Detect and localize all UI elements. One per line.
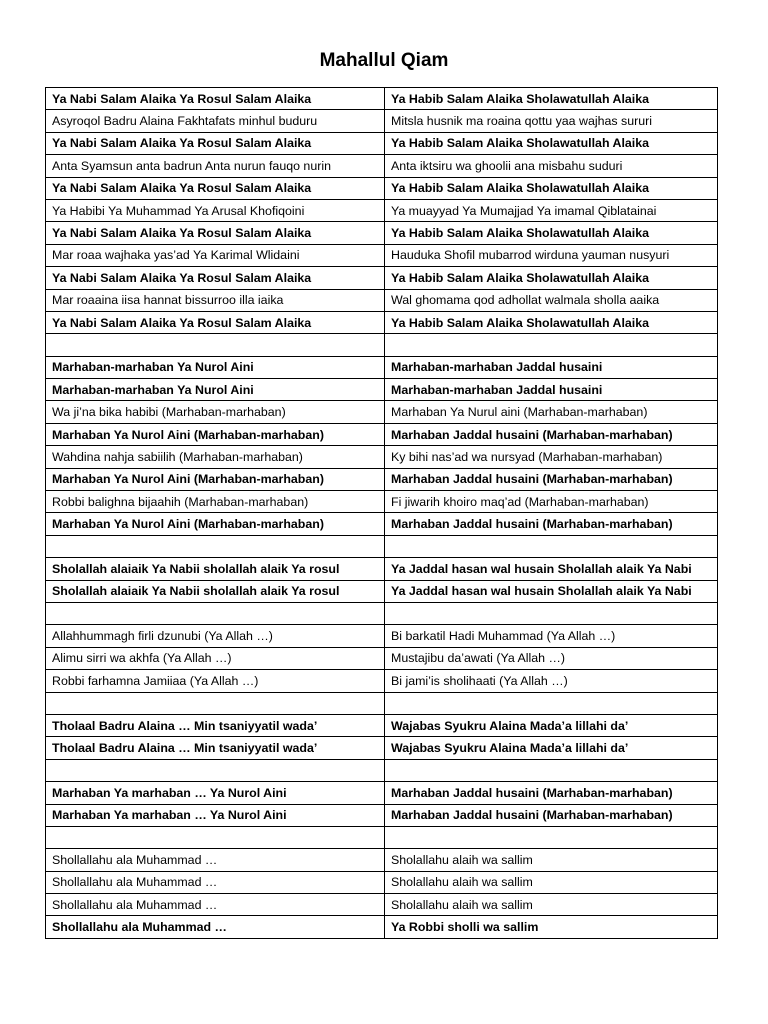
- lyrics-row: [46, 446, 718, 468]
- lyrics-cell-right: Marhaban Jaddal husaini (Marhaban-marhaban): [385, 513, 718, 535]
- lyrics-cell-left: Ya Nabi Salam Alaika Ya Rosul Salam Alaika: [46, 177, 385, 199]
- lyrics-cell-right: [385, 535, 718, 557]
- lyrics-cell-left: [46, 334, 385, 356]
- lyrics-cell-right: Ya Habib Salam Alaika Sholawatullah Alaika: [385, 132, 718, 154]
- lyrics-row: [46, 468, 718, 490]
- spacer-row: [46, 826, 718, 848]
- lyrics-row: [46, 871, 718, 893]
- lyrics-row: [46, 916, 718, 938]
- lyrics-cell-right: Ya Habib Salam Alaika Sholawatullah Alaika: [385, 88, 718, 110]
- lyrics-cell-left: Mar roaaina iisa hannat bissurroo illa iaika: [46, 289, 385, 311]
- lyrics-cell-left: [46, 535, 385, 557]
- lyrics-cell-left: Shollallahu ala Muhammad …: [46, 849, 385, 871]
- lyrics-cell-right: Marhaban Jaddal husaini (Marhaban-marhaban): [385, 782, 718, 804]
- lyrics-cell-right: Marhaban Jaddal husaini (Marhaban-marhaban): [385, 468, 718, 490]
- lyrics-cell-left: Shollallahu ala Muhammad …: [46, 894, 385, 916]
- lyrics-cell-left: Anta Syamsun anta badrun Anta nurun fauqo nurin: [46, 155, 385, 177]
- lyrics-cell-right: [385, 692, 718, 714]
- lyrics-row: [46, 647, 718, 669]
- lyrics-row: [46, 222, 718, 244]
- lyrics-cell-right: Anta iktsiru wa ghoolii ana misbahu suduri: [385, 155, 718, 177]
- lyrics-cell-right: Sholallahu alaih wa sallim: [385, 894, 718, 916]
- lyrics-row: [46, 737, 718, 759]
- lyrics-row: [46, 311, 718, 333]
- lyrics-cell-right: Sholallahu alaih wa sallim: [385, 871, 718, 893]
- lyrics-cell-right: Ya Habib Salam Alaika Sholawatullah Alaika: [385, 222, 718, 244]
- page-title: Mahallul Qiam: [319, 50, 449, 71]
- lyrics-cell-right: Sholallahu alaih wa sallim: [385, 849, 718, 871]
- lyrics-cell-right: Ya Robbi sholli wa sallim: [385, 916, 718, 938]
- lyrics-cell-left: Alimu sirri wa akhfa (Ya Allah …): [46, 647, 385, 669]
- lyrics-cell-left: Marhaban Ya marhaban … Ya Nurol Aini: [46, 804, 385, 826]
- lyrics-row: [46, 199, 718, 221]
- lyrics-row: [46, 804, 718, 826]
- lyrics-cell-right: Marhaban Ya Nurul aini (Marhaban-marhaban): [385, 401, 718, 423]
- lyrics-cell-right: Wajabas Syukru Alaina Mada’a lillahi da’: [385, 737, 718, 759]
- lyrics-row: [46, 491, 718, 513]
- lyrics-cell-left: Ya Nabi Salam Alaika Ya Rosul Salam Alaika: [46, 311, 385, 333]
- lyrics-cell-left: Robbi balighna bijaahih (Marhaban-marhaban): [46, 491, 385, 513]
- lyrics-cell-right: Hauduka Shofil mubarrod wirduna yauman nusyuri: [385, 244, 718, 266]
- lyrics-cell-right: Marhaban-marhaban Jaddal husaini: [385, 379, 718, 401]
- lyrics-cell-left: [46, 602, 385, 624]
- lyrics-cell-left: Marhaban-marhaban Ya Nurol Aini: [46, 356, 385, 378]
- lyrics-cell-right: Ya muayyad Ya Mumajjad Ya imamal Qiblatainai: [385, 199, 718, 221]
- lyrics-cell-left: Wa ji’na bika habibi (Marhaban-marhaban): [46, 401, 385, 423]
- lyrics-cell-right: Ya Jaddal hasan wal husain Sholallah alaik Ya Nabi: [385, 558, 718, 580]
- lyrics-cell-left: Sholallah alaiaik Ya Nabii sholallah alaik Ya rosul: [46, 580, 385, 602]
- lyrics-cell-right: Wajabas Syukru Alaina Mada’a lillahi da’: [385, 714, 718, 736]
- lyrics-row: [46, 88, 718, 110]
- lyrics-cell-left: Asyroqol Badru Alaina Fakhtafats minhul buduru: [46, 110, 385, 132]
- spacer-row: [46, 334, 718, 356]
- lyrics-cell-left: Wahdina nahja sabiilih (Marhaban-marhaban): [46, 446, 385, 468]
- lyrics-row: [46, 670, 718, 692]
- lyrics-cell-left: Mar roaa wajhaka yas’ad Ya Karimal Wlidaini: [46, 244, 385, 266]
- lyrics-cell-right: Fi jiwarih khoiro maq’ad (Marhaban-marhaban): [385, 491, 718, 513]
- lyrics-cell-right: Ya Habib Salam Alaika Sholawatullah Alaika: [385, 267, 718, 289]
- lyrics-row: [46, 267, 718, 289]
- lyrics-table: [45, 87, 718, 939]
- lyrics-cell-left: Ya Nabi Salam Alaika Ya Rosul Salam Alaika: [46, 267, 385, 289]
- lyrics-cell-left: Ya Nabi Salam Alaika Ya Rosul Salam Alaika: [46, 222, 385, 244]
- lyrics-row: [46, 423, 718, 445]
- lyrics-cell-right: Bi barkatil Hadi Muhammad (Ya Allah …): [385, 625, 718, 647]
- lyrics-row: [46, 132, 718, 154]
- lyrics-cell-left: Shollallahu ala Muhammad …: [46, 871, 385, 893]
- lyrics-cell-left: Marhaban-marhaban Ya Nurol Aini: [46, 379, 385, 401]
- lyrics-cell-right: Ya Jaddal hasan wal husain Sholallah alaik Ya Nabi: [385, 580, 718, 602]
- lyrics-cell-left: Ya Habibi Ya Muhammad Ya Arusal Khofiqoini: [46, 199, 385, 221]
- lyrics-cell-left: Sholallah alaiaik Ya Nabii sholallah alaik Ya rosul: [46, 558, 385, 580]
- spacer-row: [46, 692, 718, 714]
- lyrics-row: [46, 155, 718, 177]
- lyrics-row: [46, 580, 718, 602]
- lyrics-row: [46, 244, 718, 266]
- lyrics-cell-left: Marhaban Ya Nurol Aini (Marhaban-marhaban): [46, 513, 385, 535]
- lyrics-cell-left: [46, 826, 385, 848]
- lyrics-cell-right: Ky bihi nas’ad wa nursyad (Marhaban-marhaban): [385, 446, 718, 468]
- lyrics-cell-right: Marhaban Jaddal husaini (Marhaban-marhaban): [385, 423, 718, 445]
- lyrics-row: [46, 379, 718, 401]
- spacer-row: [46, 602, 718, 624]
- lyrics-row: [46, 513, 718, 535]
- lyrics-cell-left: Marhaban Ya Nurol Aini (Marhaban-marhaban): [46, 423, 385, 445]
- lyrics-cell-left: Ya Nabi Salam Alaika Ya Rosul Salam Alaika: [46, 88, 385, 110]
- lyrics-cell-left: Allahhummagh firli dzunubi (Ya Allah …): [46, 625, 385, 647]
- lyrics-row: [46, 849, 718, 871]
- lyrics-cell-right: [385, 602, 718, 624]
- lyrics-cell-left: Marhaban Ya Nurol Aini (Marhaban-marhaban): [46, 468, 385, 490]
- lyrics-row: [46, 782, 718, 804]
- lyrics-cell-left: Robbi farhamna Jamiiaa (Ya Allah …): [46, 670, 385, 692]
- lyrics-table-body: [46, 88, 718, 939]
- lyrics-row: [46, 714, 718, 736]
- lyrics-cell-right: Marhaban Jaddal husaini (Marhaban-marhaban): [385, 804, 718, 826]
- lyrics-cell-right: [385, 826, 718, 848]
- lyrics-cell-right: Wal ghomama qod adhollat walmala sholla aaika: [385, 289, 718, 311]
- lyrics-row: [46, 356, 718, 378]
- lyrics-cell-right: Ya Habib Salam Alaika Sholawatullah Alaika: [385, 311, 718, 333]
- lyrics-cell-right: Bi jami’is sholihaati (Ya Allah …): [385, 670, 718, 692]
- lyrics-row: [46, 110, 718, 132]
- lyrics-cell-right: Mustajibu da’awati (Ya Allah …): [385, 647, 718, 669]
- lyrics-row: [46, 289, 718, 311]
- lyrics-cell-right: Ya Habib Salam Alaika Sholawatullah Alaika: [385, 177, 718, 199]
- lyrics-row: [46, 625, 718, 647]
- spacer-row: [46, 535, 718, 557]
- lyrics-cell-left: Tholaal Badru Alaina … Min tsaniyyatil wada’: [46, 714, 385, 736]
- lyrics-cell-left: Tholaal Badru Alaina … Min tsaniyyatil wada’: [46, 737, 385, 759]
- lyrics-cell-left: Ya Nabi Salam Alaika Ya Rosul Salam Alaika: [46, 132, 385, 154]
- spacer-row: [46, 759, 718, 781]
- lyrics-row: [46, 894, 718, 916]
- lyrics-row: [46, 177, 718, 199]
- lyrics-cell-right: Mitsla husnik ma roaina qottu yaa wajhas sururi: [385, 110, 718, 132]
- lyrics-cell-right: [385, 334, 718, 356]
- lyrics-cell-left: [46, 692, 385, 714]
- lyrics-cell-left: Marhaban Ya marhaban … Ya Nurol Aini: [46, 782, 385, 804]
- lyrics-row: [46, 558, 718, 580]
- lyrics-cell-left: [46, 759, 385, 781]
- lyrics-cell-left: Shollallahu ala Muhammad …: [46, 916, 385, 938]
- lyrics-cell-right: [385, 759, 718, 781]
- lyrics-row: [46, 401, 718, 423]
- lyrics-cell-right: Marhaban-marhaban Jaddal husaini: [385, 356, 718, 378]
